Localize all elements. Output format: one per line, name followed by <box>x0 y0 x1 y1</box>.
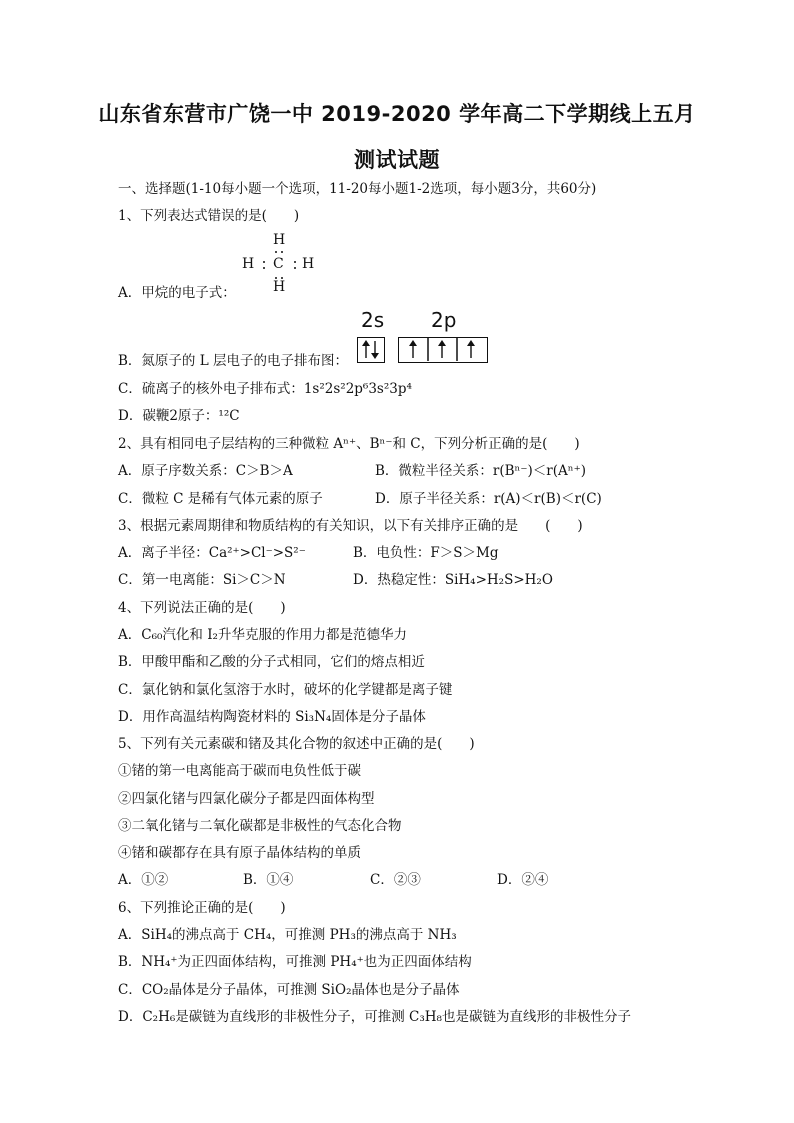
q6-stem: 6、下列推论正确的是( ) <box>118 900 286 916</box>
q2-option-d: D．原子半径关系：r(A)＜r(B)＜r(C) <box>375 491 602 507</box>
orbital-2s-label: 2s <box>361 308 385 332</box>
electron-dot <box>275 251 277 253</box>
electron-dot <box>281 251 283 253</box>
lewis-h-right: H <box>302 256 315 272</box>
lewis-h-top: H <box>273 232 286 248</box>
q3-option-d: D．热稳定性：SiH₄>H₂S>H₂O <box>353 572 553 588</box>
q1-option-b: B．氮原子的 L 层电子的电子排布图： <box>118 353 348 369</box>
q2-stem: 2、具有相同电子层结构的三种微粒 Aⁿ⁺、Bⁿ⁻和 C，下列分析正确的是( ) <box>118 436 580 452</box>
lewis-c-center: C <box>273 256 284 272</box>
electron-dot <box>294 261 296 263</box>
q5-statement-2: ②四氯化锗与四氯化碳分子都是四面体构型 <box>118 791 375 807</box>
q6-option-b: B．NH₄⁺为正四面体结构，可推测 PH₄⁺也为正四面体结构 <box>118 954 472 970</box>
q6-option-c: C．CO₂晶体是分子晶体，可推测 SiO₂晶体也是分子晶体 <box>118 982 460 998</box>
q1-option-c <box>118 380 412 398</box>
q4-stem: 4、下列说法正确的是( ) <box>118 600 286 616</box>
exam-title-line1: 山东省东营市广饶一中 2019-2020 学年高二下学期线上五月 <box>98 102 696 126</box>
q3-stem: 3、根据元素周期律和物质结构的有关知识，以下有关排序正确的是 ( ) <box>118 518 583 534</box>
q5-option-d: D．②④ <box>497 872 549 888</box>
q5-stem: 5、下列有关元素碳和锗及其化合物的叙述中正确的是( ) <box>118 736 475 752</box>
q5-statement-1: ①锗的第一电离能高于碳而电负性低于碳 <box>118 763 361 779</box>
q2-option-b: B．微粒半径关系：r(Bⁿ⁻)＜r(Aⁿ⁺) <box>375 463 586 479</box>
q1-stem: 1、下列表达式错误的是( ) <box>118 208 300 224</box>
q5-option-c: C．②③ <box>370 872 421 888</box>
paired-electron-arrows-icon <box>358 338 383 361</box>
section-heading: 一、选择题(1-10每小题一个选项，11-20每小题1-2选项，每小题3分，共60分) <box>118 181 597 197</box>
q5-statement-4: ④锗和碳都存在具有原子晶体结构的单质 <box>118 845 361 861</box>
orbital-2p-label: 2p <box>431 308 457 332</box>
carbon-isotope-symbol: ¹²C <box>218 408 240 424</box>
q5-option-b: B．①④ <box>243 872 294 888</box>
electron-dot <box>263 261 265 263</box>
q3-option-b: B．电负性：F＞S＞Mg <box>353 545 499 561</box>
q4-option-b: B．甲酸甲酯和乙酸的分子式相同，它们的熔点相近 <box>118 654 425 670</box>
sulfide-electron-config: 1s²2s²2p⁶3s²3p⁴ <box>303 381 412 397</box>
q3-option-c: C．第一电离能：Si＞C＞N <box>118 572 286 588</box>
orbital-2p-box <box>398 337 488 363</box>
lewis-h-left: H <box>242 256 255 272</box>
orbital-2s-box <box>357 337 385 363</box>
q2-option-c: C．微粒 C 是稀有气体元素的原子 <box>118 491 323 507</box>
q4-option-d: D．用作高温结构陶瓷材料的 Si₃N₄固体是分子晶体 <box>118 709 426 725</box>
q6-option-d: D．C₂H₆是碳链为直线形的非极性分子，可推测 C₃H₈也是碳链为直线形的非极性分子 <box>118 1009 631 1025</box>
q1-option-d-text: D．碳鞭2原子： <box>118 408 219 424</box>
q1-option-c-text: C．硫离子的核外电子排布式： <box>118 381 304 397</box>
q6-option-a: A．SiH₄的沸点高于 CH₄，可推测 PH₃的沸点高于 NH₃ <box>118 927 457 943</box>
q5-statement-3: ③二氧化锗与二氧化碳都是非极性的气态化合物 <box>118 818 402 834</box>
electron-dot <box>294 267 296 269</box>
q4-option-a: A．C₆₀汽化和 I₂升华克服的作用力都是范德华力 <box>118 627 407 643</box>
electron-dot <box>275 277 277 279</box>
methane-electron-formula <box>240 232 320 298</box>
q3-option-a: A．离子半径：Ca²⁺>Cl⁻>S²⁻ <box>118 545 306 561</box>
electron-dot <box>281 277 283 279</box>
lewis-h-bottom: H <box>273 279 286 295</box>
q2-option-a: A．原子序数关系：C＞B＞A <box>118 463 293 479</box>
unpaired-electron-arrows-icon <box>399 338 487 361</box>
exam-title-line2: 测试试题 <box>354 148 440 172</box>
q4-option-c: C．氯化钠和氯化氢溶于水时，破坏的化学键都是离子键 <box>118 682 453 698</box>
electron-dot <box>263 267 265 269</box>
q5-option-a: A．①② <box>118 872 169 888</box>
q1-option-d <box>118 407 240 425</box>
q1-option-a: A．甲烷的电子式： <box>118 285 236 301</box>
